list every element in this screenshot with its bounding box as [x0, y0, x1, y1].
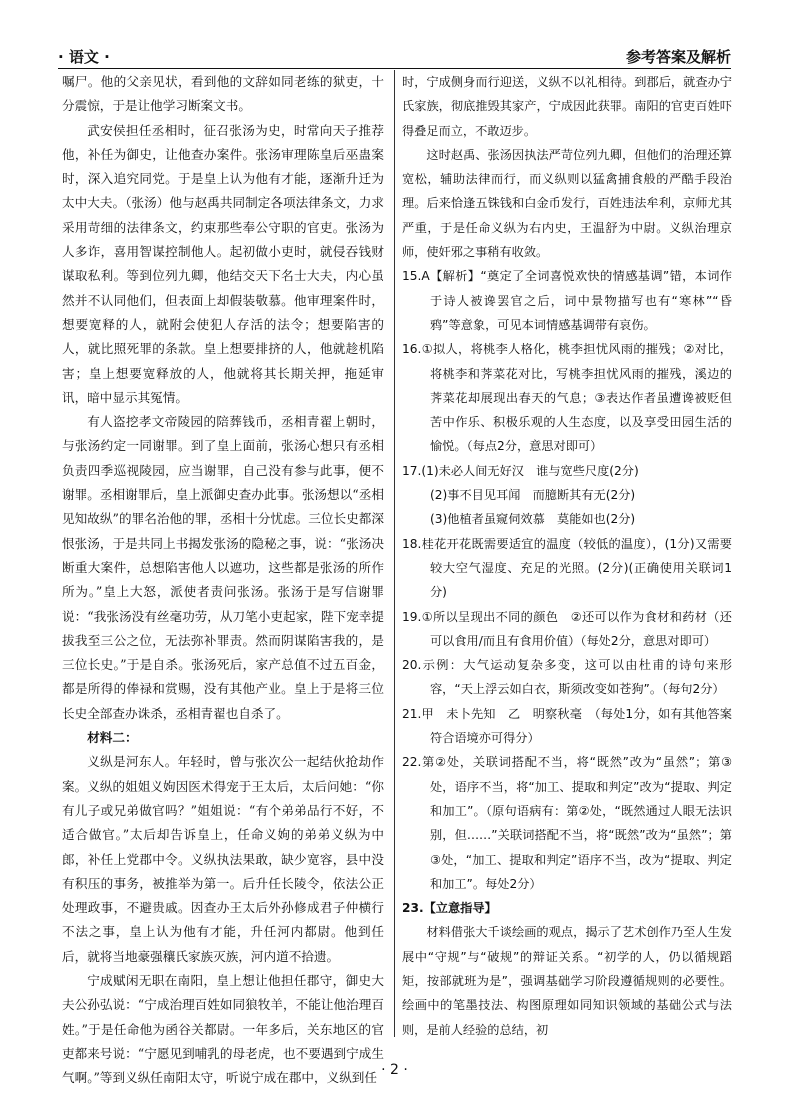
page-header — [58, 42, 731, 69]
answer-text: 第②处，关联词搭配不当，将“既然”改为“虽然”；第③处，语序不当，将“加工、提取和判定”改为“提取、判定和加工”。（原句语病有：第②处，“既然通过人眼无法识别，但……”关联词搭配不当，将“既然”改为“虽然”；第③处，“加工、提取和判定”语序不当，改为“提取、判定和加工”。每处2分） — [421, 755, 732, 891]
answer-text: 示例：大气运动复杂多变，这可以由杜甫的诗句来形容，“天上浮云如白衣，斯须改变如苍狗”。（每句2分） — [421, 658, 732, 697]
answer-text: 甲 未卜先知 乙 明察秋毫 （每处1分，如有其他答案符合语境亦可得分） — [421, 706, 732, 746]
answer-20 — [402, 653, 732, 702]
answer-23-text: 材料借张大千谈绘画的观点，揭示了艺术创作乃至人生发展中“守规”与“破规”的辩证关系。“初学的人，仍以循规蹈矩，按部就班为是”，强调基础学习阶段遵循规则的必要性。绘画中的笔墨技法、构图原理如同知识领域的基础公式与法则，是前人经验的总结，初 — [402, 925, 732, 1037]
paragraph: 时，宁成侧身而行迎送，义纵不以礼相待。到郡后，就查办宁氏家族，彻底推毁其家产，宁成因此获罪。南阳的官吏百姓吓得叠足而立，不敢迈步。 — [402, 75, 732, 138]
answer-18 — [402, 532, 732, 605]
paragraph: 嘱尸。他的父亲见状，看到他的文辞如同老练的狱吏，十分震惊，于是让他学习断案文书。 — [62, 74, 384, 114]
question-number: 20. — [402, 658, 422, 673]
answer-17 — [402, 459, 732, 483]
column-divider — [394, 70, 395, 1037]
page-title: 参考答案及解析 — [625, 48, 731, 66]
question-number: 17. — [402, 463, 422, 478]
answer-text: ①所以呈现出不同的颜色 ②还可以作为食材和药材（还可以食用/而且有食用价值）（每处2分，意思对即可） — [421, 609, 732, 648]
paragraph: 义纵是河东人。年轻时，曾与张次公一起结伙抢劫作案。义纵的姐姐义姁因医术得宠于王太后，太后问她：“你有儿子或兄弟做官吗？”姐姐说：“有个弟弟品行不好，不适合做官。”太后却告诉皇上，任命义姁的弟弟义纵为中郎，补任上党郡中令。义纵执法果敢，缺少宽容，县中没有积压的事务，被推举为第一。后升任长陵令，依法公正处理政事，不避贵戚。因查办王太后外孙修成君子仲横行不法之事，皇上认为他有才能，升任河内都尉。他到任后，就将当地豪强穰氏家族灭族，河内道不拾遗。 — [62, 754, 384, 964]
answer-text: A【解析】“奠定了全词喜悦欢快的情感基调”错，本词作于诗人被谗罢官之后，词中景物描写也有“寒林”“昏鸦”等意象，可见本词情感基调带有哀伤。 — [421, 269, 732, 332]
answer-19 — [402, 605, 732, 654]
answer-16 — [402, 337, 732, 458]
question-number: 21. — [402, 706, 422, 721]
page-number: · 2 · — [381, 1062, 408, 1078]
paragraph: 宁成赋闲无职在南阳，皇上想让他担任郡守，御史大夫公孙弘说：“宁成治理百姓如同狼牧羊，不能让他治理百姓。”于是任命他为函谷关都尉。一年多后，关东地区的官吏都来号说：“宁愿见到哺乳的母老虎，也不要遇到宁成生气啊。”等到义纵任南阳太守，听说宁成在郡中，义纵到任 — [62, 972, 384, 1086]
answer-21 — [402, 702, 732, 751]
question-number: 19. — [402, 609, 422, 624]
answer-22 — [402, 750, 732, 896]
answer-17-line: (2)事不目见耳闻 而臆断其有无(2分) — [430, 488, 636, 503]
paragraph: 这时赵禹、张汤因执法严苛位列九卿，但他们的治理还算宽松，辅助法律而行，而义纵则以猛禽捕食般的严酷手段治理。后来恰逢五铢钱和白金币发行，百姓违法牟利，京师尤其严重，于是任命义纵为右内史，王温舒为中尉。义纵治理京师，使奸邪之事稍有收敛。 — [402, 147, 732, 260]
question-number: 16. — [402, 342, 422, 357]
answer-17-line: (3)他植者虽窥伺效慕 莫能如也(2分) — [430, 512, 636, 527]
right-column — [402, 70, 732, 1042]
paragraph: 武安侯担任丞相时，征召张汤为史，时常向天子推荐他，补任为御史，让他查办案件。张汤审理陈皇后巫蛊案时，深入追究同党。于是皇上认为他有才能，逐渐升迁为太中大夫。（张汤）他与赵禹共同制定各项法律条文，力求采用苛细的法律条文，约束那些奉公守职的官吏。张汤为人多诈，喜用智谋控制他人。起初做小吏时，就侵吞钱财谋取私利。等到位列九卿，他结交天下名士大夫，内心虽然并不认同他们，但表面上却假装敬慕。他审理案件时，想要宽释的人，就附会使犯人存活的法令；想要陷害的人，就比照死罪的条款。皇上想要排挤的人，他就趁机陷害；皇上想要宽释放的人，他就将其长期关押，拖延审讯，暗中显示其冤情。 — [62, 122, 384, 405]
subject-label: · 语文 · — [58, 48, 110, 66]
answer-text: 桂花开花既需要适宜的温度（较低的温度），(1分)又需要较大空气湿度、充足的光照。(2分)(正确使用关联词1分) — [421, 536, 732, 600]
question-number: 15. — [402, 269, 422, 284]
section-heading: 材料二： — [87, 730, 138, 746]
left-column — [62, 70, 384, 1090]
paragraph: 有人盗挖孝文帝陵园的陪葬钱币，丞相青翟上朝时，与张汤约定一同谢罪。到了皇上面前，张汤心想只有丞相负责四季巡视陵园，应当谢罪，自己没有参与此事，便不谢罪。丞相谢罪后，皇上派御史查办此事。张汤想以“丞相见知故纵”的罪名治他的罪，丞相十分忧虑。三位长史都深恨张汤，于是共同上书揭发张汤的隐秘之事，说：“张汤决断重大案件，总想陷害他人以遮功，这些都是张汤的所作所为。”皇上大怒，派使者责问张汤。张汤于是写信谢罪说：“我张汤没有丝毫功劳，从刀笔小吏起家，陛下宠幸提拔我至三公之位，无法弥补罪责。然而阴谋陷害我的，是三位长史。”于是自杀。张汤死后，家产总值不过五百金，都是所得的俸禄和赏赐，没有其他产业。皇上于是将三位长史全部查办诛杀，丞相青翟也自杀了。 — [62, 414, 384, 721]
question-number: 18. — [402, 536, 422, 551]
answer-15 — [402, 264, 732, 337]
answer-23-heading: 23.【立意指导】 — [402, 901, 497, 916]
question-number: 22. — [402, 755, 422, 770]
answer-text: ①拟人，将桃李人格化，桃李担忧风雨的摧残；②对比，将桃李和荠菜花对比，写桃李担忧风雨的摧残，溪边的荠菜花却展现出春天的气息；③表达作者虽遭谗被贬但苦中作乐、积极乐观的人生态度，以及享受田园生活的愉悦。（每点2分，意思对即可） — [421, 342, 732, 454]
answer-text: (1)未必人间无好汉 谁与宽些尺度(2分) — [421, 463, 639, 478]
